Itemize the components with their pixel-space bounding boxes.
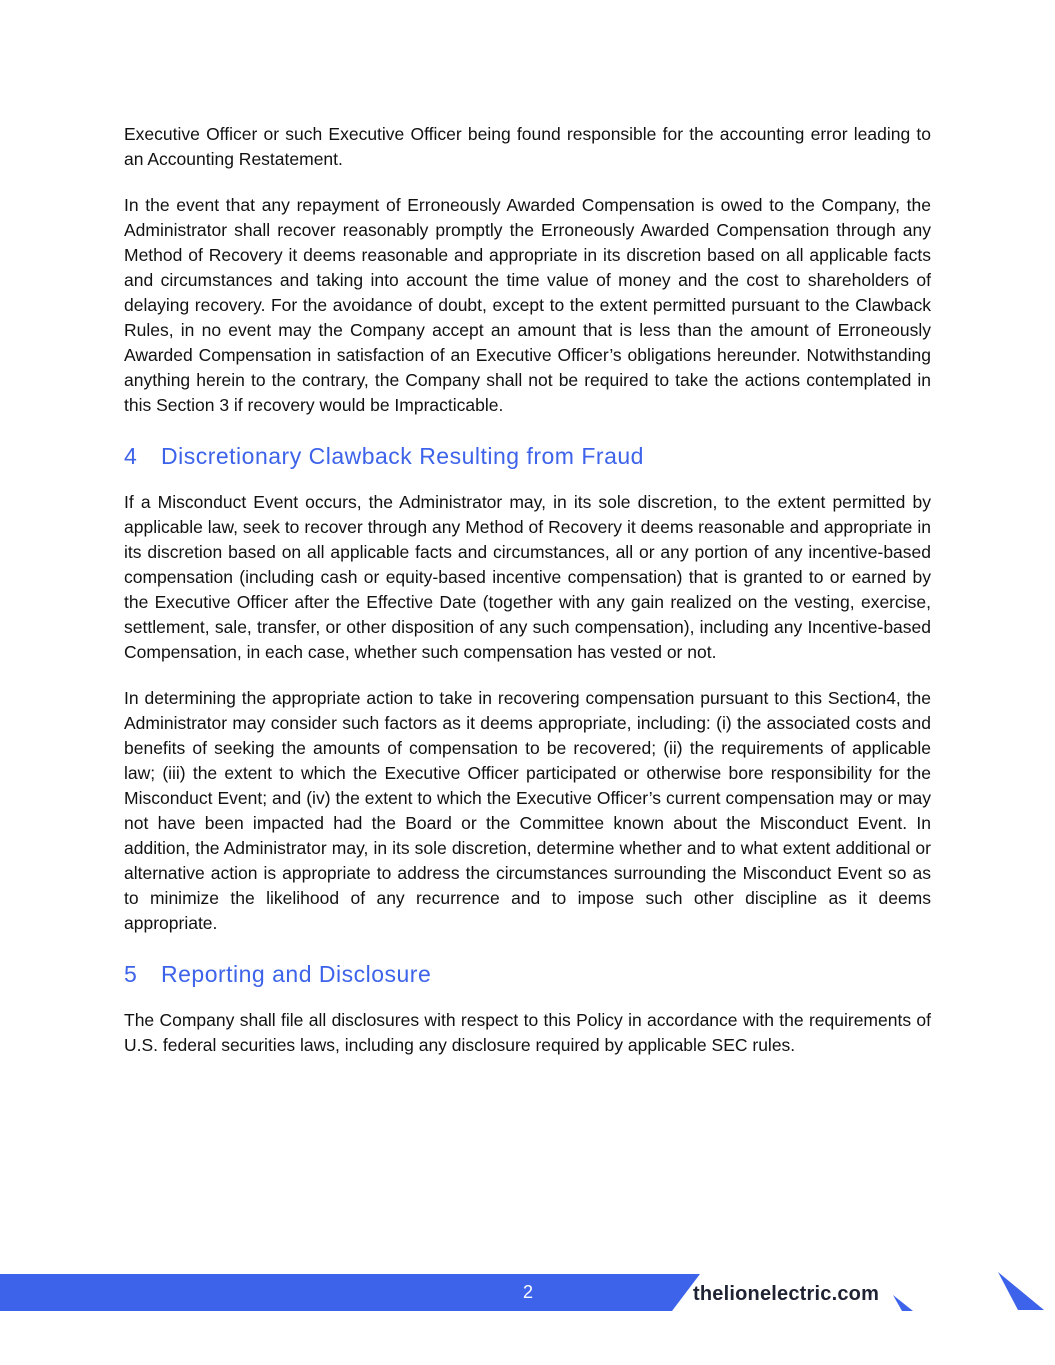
footer-bar bbox=[0, 1274, 700, 1311]
section-title: Discretionary Clawback Resulting from Fraud bbox=[161, 443, 644, 469]
paragraph-accounting-error: Executive Officer or such Executive Officer being found responsible for the accounting error leading to an Accounting Restatement. bbox=[124, 124, 931, 169]
document-body bbox=[124, 122, 931, 1079]
section-heading-4 bbox=[124, 441, 931, 471]
page-number: 2 bbox=[522, 1282, 533, 1302]
section-title: Reporting and Disclosure bbox=[161, 961, 432, 987]
lion-electric-logo-icon bbox=[893, 1295, 913, 1311]
website-link[interactable]: thelionelectric.com bbox=[693, 1283, 880, 1305]
paragraph-repayment: In the event that any repayment of Erroneously Awarded Compensation is owed to the Company, the Administrator shall recover reasonably promptly the Erroneously Awarded Compensation through any Method of Recovery it deems reasonable and appropriate in its discretion based on all applicable facts and circumstances and taking into account the time value of money and the cost to shareholders of delaying recovery. For the avoidance of doubt, except to the extent permitted pursuant to the Clawback Rules, in no event may the Company accept an amount that is less than the amount of Erroneously Awarded Compensation in satisfaction of an Executive Officer’s obligations hereunder. Notwithstanding anything herein to the contrary, the Company shall not be required to take the actions contemplated in this Section 3 if recovery would be Impracticable. bbox=[124, 195, 931, 415]
lion-electric-logo-icon bbox=[998, 1272, 1044, 1312]
section-number: 4 bbox=[124, 443, 138, 469]
paragraph-determining-action: In determining the appropriate action to take in recovering compensation pursuant to this Section4, the Administrator may consider such factors as it deems appropriate, including: (i) the associated costs and benefits of seeking the amounts of compensation to be recovered; (ii) the requirements of applicable law; (iii) the extent to which the Executive Officer participated or otherwise bore responsibility for the Misconduct Event; and (iv) the extent to which the Executive Officer’s current compensation may or may not have been impacted had the Board or the Committee known about the Misconduct Event. In addition, the Administrator may, in its sole discretion, determine whether and to what extent additional or alternative action is appropriate to address the circumstances surrounding the Misconduct Event so as to minimize the likelihood of any recurrence and to impose such other discipline as it deems appropriate. bbox=[124, 688, 931, 933]
section-number: 5 bbox=[124, 961, 138, 987]
paragraph-misconduct-event: If a Misconduct Event occurs, the Administrator may, in its sole discretion, to the extent permitted by applicable law, seek to recover through any Method of Recovery it deems reasonable and appropriate in its discretion based on all applicable facts and circumstances, all or any portion of any incentive-based compensation (including cash or equity-based incentive compensation) that is granted to or earned by the Executive Officer after the Effective Date (together with any gain realized on the vesting, exercise, settlement, sale, transfer, or other disposition of any such compensation), including any Incentive-based Compensation, in each case, whether such compensation has vested or not. bbox=[124, 492, 931, 662]
paragraph-disclosures: The Company shall file all disclosures with respect to this Policy in accordance with the requirements of U.S. federal securities laws, including any disclosure required by applicable SEC rules. bbox=[124, 1010, 931, 1055]
section-heading-5 bbox=[124, 959, 931, 989]
